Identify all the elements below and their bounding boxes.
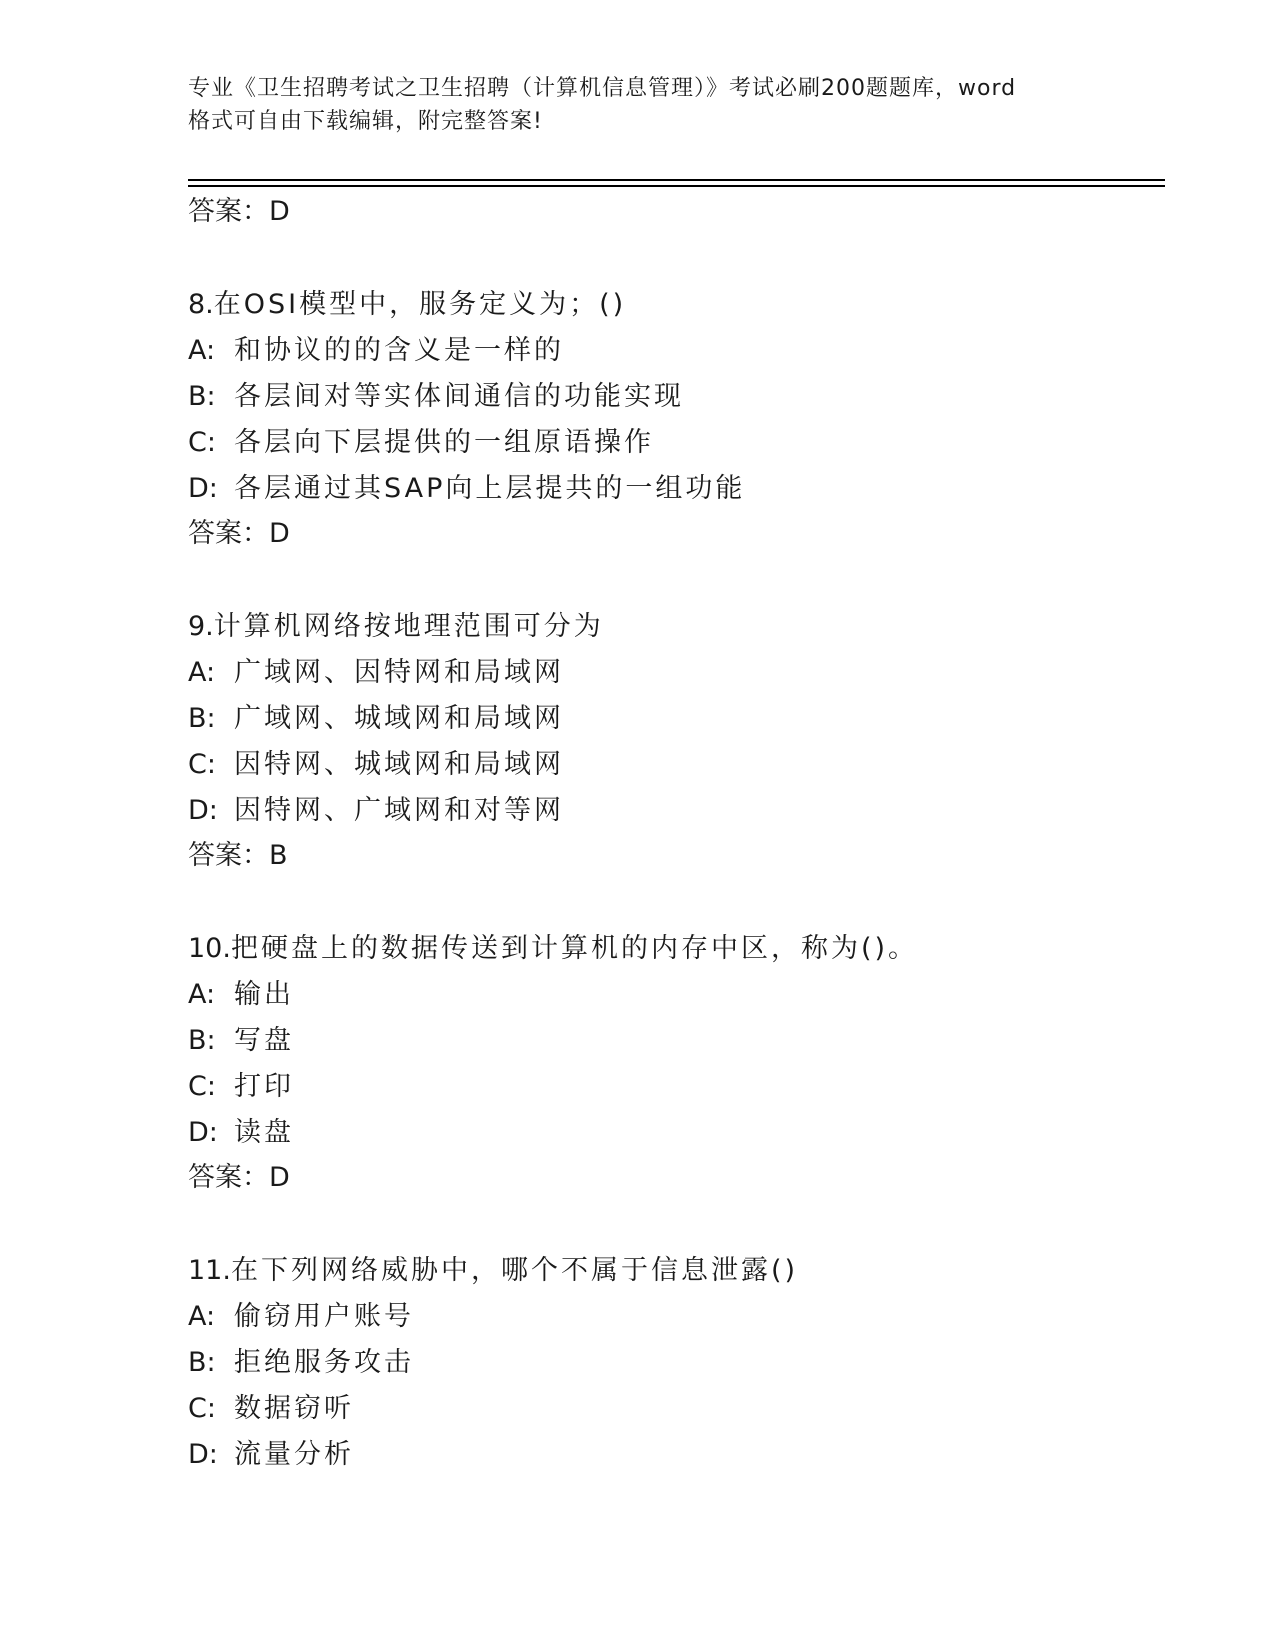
header-line-1: 专业《卫生招聘考试之卫生招聘（计算机信息管理）》考试必刷200题题库，word bbox=[188, 76, 1017, 101]
option-key: D: bbox=[188, 1439, 218, 1470]
option-c bbox=[188, 1064, 1148, 1110]
option-c bbox=[188, 420, 1148, 466]
answer-label: 答案：D bbox=[188, 518, 290, 549]
option-key: B: bbox=[188, 381, 216, 412]
question-title bbox=[188, 1248, 1148, 1294]
option-text: 输出 bbox=[234, 979, 294, 1010]
option-a bbox=[188, 972, 1148, 1018]
option-key: B: bbox=[188, 1025, 216, 1056]
option-d bbox=[188, 466, 1148, 512]
question-number: 8. bbox=[188, 289, 214, 320]
option-a bbox=[188, 1294, 1148, 1340]
question-list bbox=[188, 190, 1148, 1478]
option-key: A: bbox=[188, 657, 216, 688]
option-b bbox=[188, 1018, 1148, 1064]
option-text: 打印 bbox=[234, 1071, 294, 1102]
header-line-2: 格式可自由下载编辑，附完整答案! bbox=[188, 109, 543, 134]
option-b bbox=[188, 1340, 1148, 1386]
option-b bbox=[188, 696, 1148, 742]
option-key: C: bbox=[188, 427, 216, 458]
question-11 bbox=[188, 1248, 1148, 1478]
question-title bbox=[188, 282, 1148, 328]
option-text: 数据窃听 bbox=[234, 1393, 354, 1424]
option-key: B: bbox=[188, 703, 216, 734]
option-c bbox=[188, 1386, 1148, 1432]
option-text: 读盘 bbox=[234, 1117, 294, 1148]
option-key: D: bbox=[188, 795, 218, 826]
option-a bbox=[188, 328, 1148, 374]
question-title bbox=[188, 926, 1148, 972]
option-d bbox=[188, 1432, 1148, 1478]
answer-label: 答案：B bbox=[188, 840, 288, 871]
option-text: 因特网、城域网和局域网 bbox=[234, 749, 564, 780]
option-text: 偷窃用户账号 bbox=[234, 1301, 414, 1332]
question-text: 在OSI模型中，服务定义为；() bbox=[213, 289, 627, 320]
option-text: 因特网、广域网和对等网 bbox=[234, 795, 564, 826]
option-key: C: bbox=[188, 749, 216, 780]
question-9 bbox=[188, 604, 1148, 878]
question-number: 11. bbox=[188, 1255, 231, 1286]
question-number: 10. bbox=[188, 933, 231, 964]
option-a bbox=[188, 650, 1148, 696]
option-key: D: bbox=[188, 1117, 218, 1148]
question-10 bbox=[188, 926, 1148, 1200]
question-number: 9. bbox=[188, 611, 214, 642]
document-header bbox=[188, 72, 1088, 138]
option-text: 拒绝服务攻击 bbox=[234, 1347, 414, 1378]
option-text: 各层向下层提供的一组原语操作 bbox=[234, 427, 654, 458]
option-text: 各层间对等实体间通信的功能实现 bbox=[234, 381, 684, 412]
option-text: 和协议的的含义是一样的 bbox=[234, 335, 564, 366]
option-d bbox=[188, 788, 1148, 834]
question-title bbox=[188, 604, 1148, 650]
option-key: C: bbox=[188, 1393, 216, 1424]
option-key: A: bbox=[188, 1301, 216, 1332]
option-key: C: bbox=[188, 1071, 216, 1102]
answer-label: 答案：D bbox=[188, 1162, 290, 1193]
option-d bbox=[188, 1110, 1148, 1156]
option-key: D: bbox=[188, 473, 218, 504]
header-rule-top bbox=[188, 179, 1165, 181]
option-c bbox=[188, 742, 1148, 788]
option-key: A: bbox=[188, 335, 216, 366]
option-b bbox=[188, 374, 1148, 420]
answer-label: 答案：D bbox=[188, 196, 290, 227]
option-text: 广域网、城域网和局域网 bbox=[234, 703, 564, 734]
question-8 bbox=[188, 282, 1148, 556]
option-text: 广域网、因特网和局域网 bbox=[234, 657, 564, 688]
question-text: 在下列网络威胁中，哪个不属于信息泄露() bbox=[230, 1255, 799, 1286]
option-key: B: bbox=[188, 1347, 216, 1378]
question-text: 计算机网络按地理范围可分为 bbox=[213, 611, 604, 642]
option-text: 各层通过其SAP向上层提共的一组功能 bbox=[234, 473, 746, 504]
option-text: 写盘 bbox=[234, 1025, 294, 1056]
option-text: 流量分析 bbox=[234, 1439, 354, 1470]
header-rule-bottom bbox=[188, 185, 1165, 187]
option-key: A: bbox=[188, 979, 216, 1010]
question-text: 把硬盘上的数据传送到计算机的内存中区，称为()。 bbox=[230, 933, 919, 964]
